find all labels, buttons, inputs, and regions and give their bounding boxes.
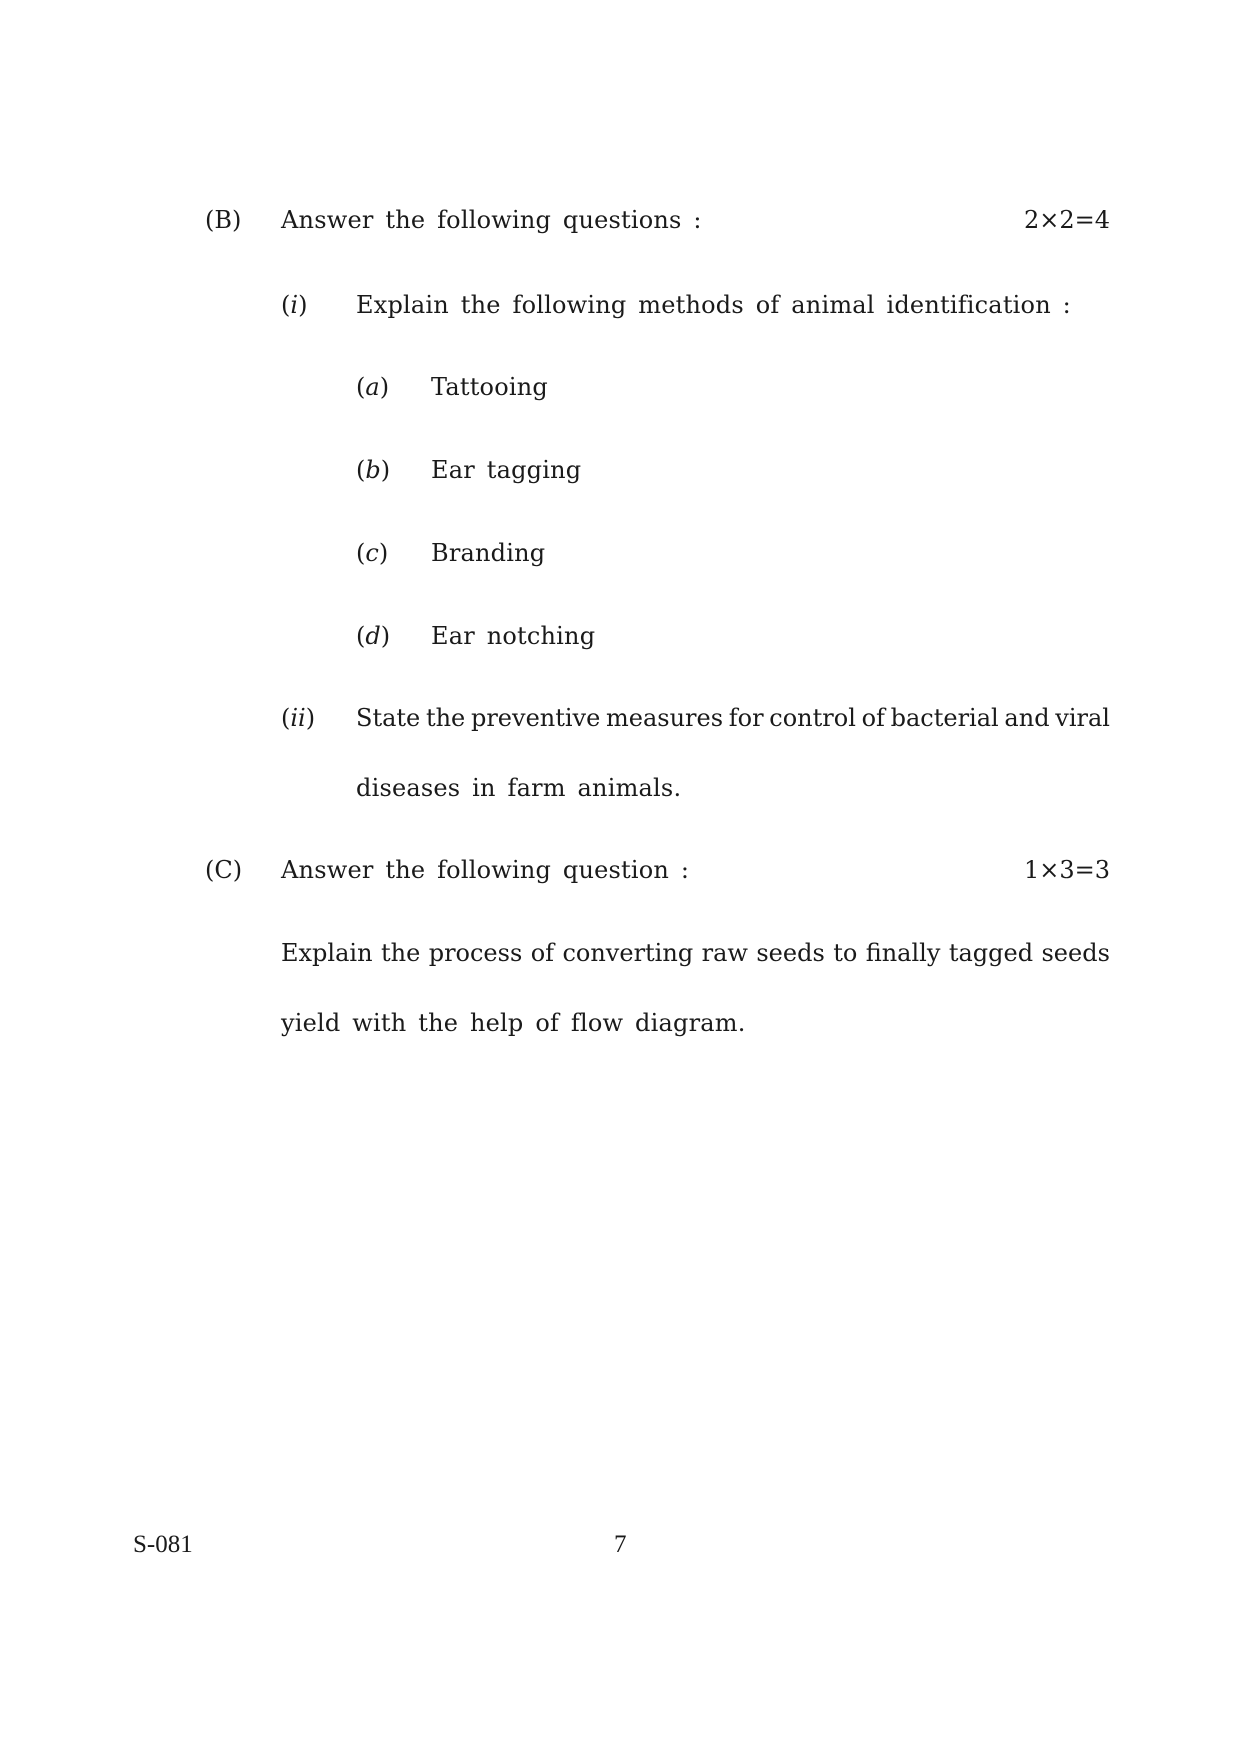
word: seeds [1041, 939, 1110, 967]
question-ii-label: (ii) [281, 704, 316, 732]
section-b-heading: Answer the following questions : [281, 206, 702, 234]
word: for [728, 704, 764, 732]
word: and [1004, 704, 1050, 732]
question-ii-line-2: diseases in farm animals. [356, 774, 682, 802]
item-d-text: Ear notching [431, 622, 596, 650]
word: tagged [948, 939, 1034, 967]
question-i-label: (i) [281, 291, 308, 319]
section-c-line-1 [281, 938, 1110, 968]
section-c-label: (C) [205, 856, 243, 884]
word: raw [701, 939, 748, 967]
section-c-heading: Answer the following question : [281, 856, 690, 884]
item-c-text: Branding [431, 539, 546, 567]
paper-code: S-081 [133, 1531, 193, 1558]
word: of [530, 939, 555, 967]
word: the [380, 939, 421, 967]
question-i-text: Explain the following methods of animal identification : [356, 291, 1071, 319]
word: of [861, 704, 885, 732]
word: control [769, 704, 856, 732]
section-b-label: (B) [205, 206, 242, 234]
section-b-marks: 2×2=4 [1023, 206, 1110, 234]
item-c-label: (c) [356, 539, 389, 567]
item-a-label: (a) [356, 373, 390, 401]
question-ii-line-1 [356, 703, 1110, 733]
word: seeds [756, 939, 825, 967]
word: finally [865, 939, 941, 967]
section-c-marks: 1×3=3 [1023, 856, 1110, 884]
word: viral [1055, 704, 1110, 732]
page-number: 7 [614, 1531, 627, 1558]
item-b-text: Ear tagging [431, 456, 582, 484]
word: bacterial [890, 704, 999, 732]
word: State [356, 704, 421, 732]
word: Explain [281, 939, 373, 967]
word: measures [606, 704, 724, 732]
section-c-line-2: yield with the help of flow diagram. [281, 1009, 746, 1037]
word: preventive [470, 704, 601, 732]
item-b-label: (b) [356, 456, 391, 484]
item-d-label: (d) [356, 622, 391, 650]
word: process [428, 939, 523, 967]
word: to [833, 939, 858, 967]
word: converting [562, 939, 694, 967]
word: the [425, 704, 466, 732]
item-a-text: Tattooing [431, 373, 548, 401]
